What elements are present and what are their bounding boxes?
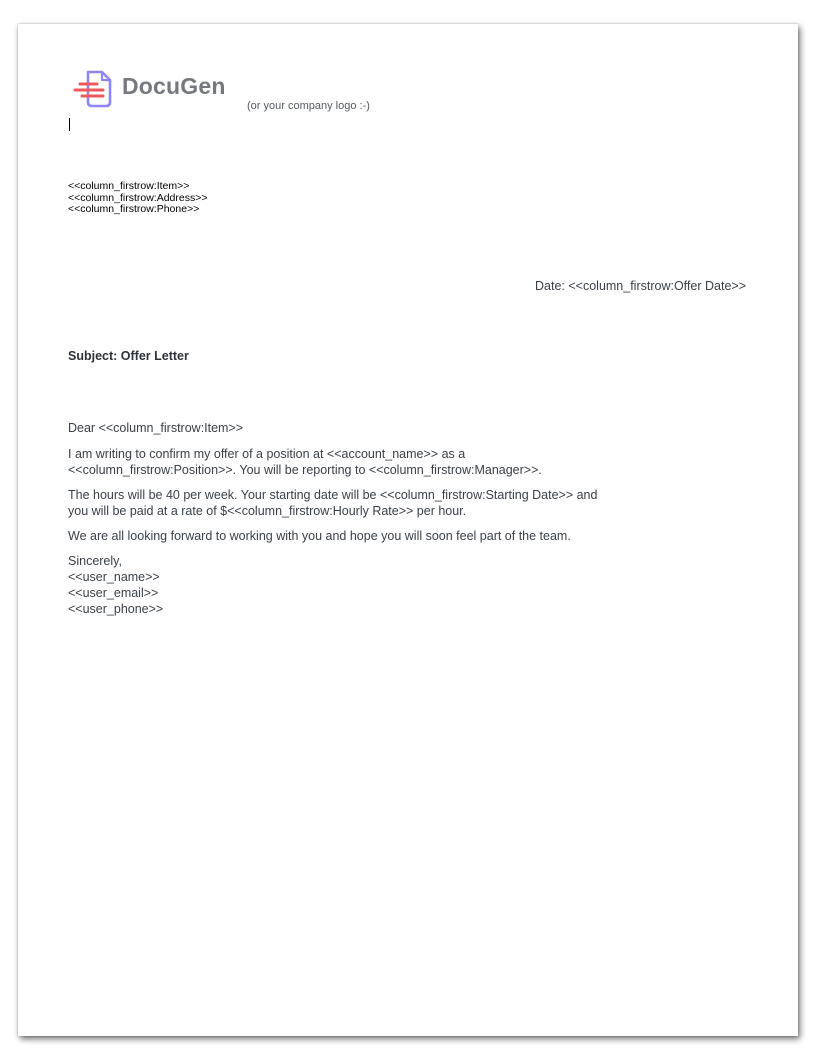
paragraph-line: <<column_firstrow:Position>>. You will be reporting to <<column_firstrow:Manager>>.	[68, 463, 542, 477]
recipient-address-block	[68, 181, 207, 216]
logo-placeholder-note: (or your company logo :-)	[247, 100, 370, 112]
document-page[interactable]	[18, 24, 798, 1036]
signature-name: <<user_name>>	[68, 570, 160, 584]
company-logo	[72, 69, 252, 109]
logo-wordmark: DocuGen	[122, 73, 226, 99]
signature-block	[68, 553, 758, 617]
paragraph-line: We are all looking forward to working with you and hope you will soon feel part of the team.	[68, 529, 571, 543]
paragraph-closing	[68, 528, 758, 544]
date-line: Date: <<column_firstrow:Offer Date>>	[535, 279, 746, 293]
paragraph-hours	[68, 487, 758, 519]
paragraph-line: you will be paid at a rate of $<<column_firstrow:Hourly Rate>> per hour.	[68, 504, 467, 518]
signature-closing: Sincerely,	[68, 554, 122, 568]
text-cursor	[69, 118, 70, 131]
letter-body	[68, 420, 758, 626]
address-line-phone: <<column_firstrow:Phone>>	[68, 203, 200, 215]
signature-phone: <<user_phone>>	[68, 602, 164, 616]
paragraph-line: The hours will be 40 per week. Your starting date will be <<column_firstrow:Starting Date>> and	[68, 488, 598, 502]
address-line-address: <<column_firstrow:Address>>	[68, 191, 208, 204]
document-speed-icon	[72, 69, 118, 109]
subject-line: Subject: Offer Letter	[68, 349, 189, 363]
paragraph-line: I am writing to confirm my offer of a position at <<account_name>> as a	[68, 447, 466, 461]
address-line-item: <<column_firstrow:Item>>	[68, 180, 190, 192]
paragraph-offer	[68, 446, 758, 478]
signature-email: <<user_email>>	[68, 586, 159, 600]
greeting: Dear <<column_firstrow:Item>>	[68, 421, 244, 435]
